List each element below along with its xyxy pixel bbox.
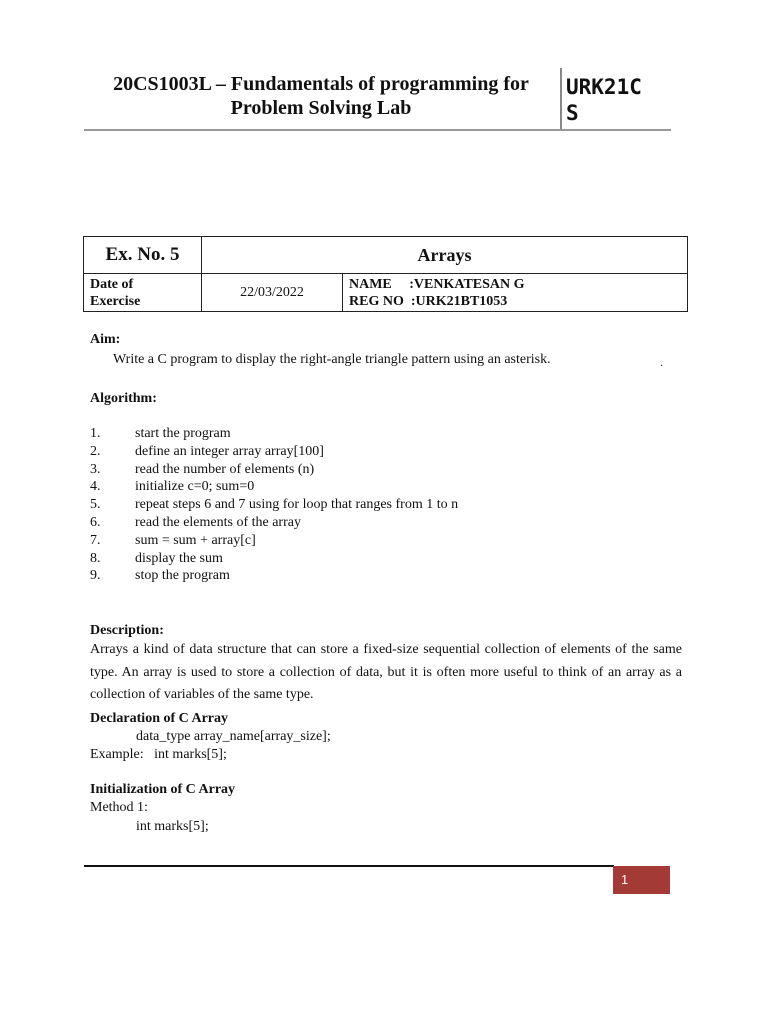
list-item: 7. sum = sum + array[c] (90, 532, 256, 548)
declaration-syntax: data_type array_name[array_size]; (136, 729, 331, 744)
list-item: 6. read the elements of the array (90, 514, 301, 530)
initialization-method: Method 1: (90, 800, 148, 815)
header-divider-vertical (560, 68, 562, 130)
aim-trailing-mark: . (660, 355, 663, 369)
description-text: Arrays a kind of data structure that can store a fixed-size sequential collection of elements of the same type. An array is used to store a collection of data, but it is often more useful to think of an array as a collection of variables of the same type. (90, 642, 682, 702)
declaration-example: Example: int marks[5]; (90, 747, 227, 762)
exercise-title-row (84, 237, 688, 274)
list-item: 8. display the sum (90, 550, 223, 566)
header-rule (84, 129, 671, 131)
course-title-line2: Problem Solving Lab (230, 97, 412, 119)
date-label (84, 274, 202, 312)
declaration-heading: Declaration of C Array (90, 711, 229, 726)
description-heading: Description: (90, 623, 164, 638)
exercise-number: Ex. No. 5 (84, 237, 202, 274)
student-name: NAME :VENKATESAN G (349, 276, 525, 292)
course-code-line1: URK21C (566, 75, 642, 99)
list-item: 5. repeat steps 6 and 7 using for loop that ranges from 1 to n (90, 497, 459, 513)
aim-heading: Aim: (90, 332, 121, 347)
date-label-line1: Date of (90, 276, 134, 292)
course-code-line2: S (566, 101, 579, 125)
exercise-details-row (84, 274, 688, 312)
list-item: 2. define an integer array array[100] (90, 443, 324, 459)
student-reg-no: REG NO :URK21BT1053 (349, 293, 508, 309)
course-code (566, 74, 642, 126)
student-info (343, 274, 688, 312)
list-item: 3. read the number of elements (n) (90, 461, 315, 477)
list-item: 4. initialize c=0; sum=0 (90, 479, 255, 495)
aim-text: Write a C program to display the right-angle triangle pattern using an asterisk. (113, 352, 551, 367)
initialization-code: int marks[5]; (136, 819, 209, 834)
algorithm-steps (90, 425, 458, 585)
exercise-table (83, 236, 688, 312)
course-title-line1: 20CS1003L – Fundamentals of programming for (113, 73, 529, 95)
list-item: 9. stop the program (90, 568, 230, 584)
footer-rule (84, 865, 614, 867)
date-label-line2: Exercise (90, 293, 141, 309)
course-title (86, 72, 556, 120)
algorithm-heading: Algorithm: (90, 391, 157, 406)
page-number-badge: 1 (613, 866, 670, 894)
exercise-date: 22/03/2022 (202, 274, 343, 312)
list-item: 1. start the program (90, 426, 231, 441)
exercise-title: Arrays (202, 237, 688, 274)
initialization-heading: Initialization of C Array (90, 782, 236, 797)
